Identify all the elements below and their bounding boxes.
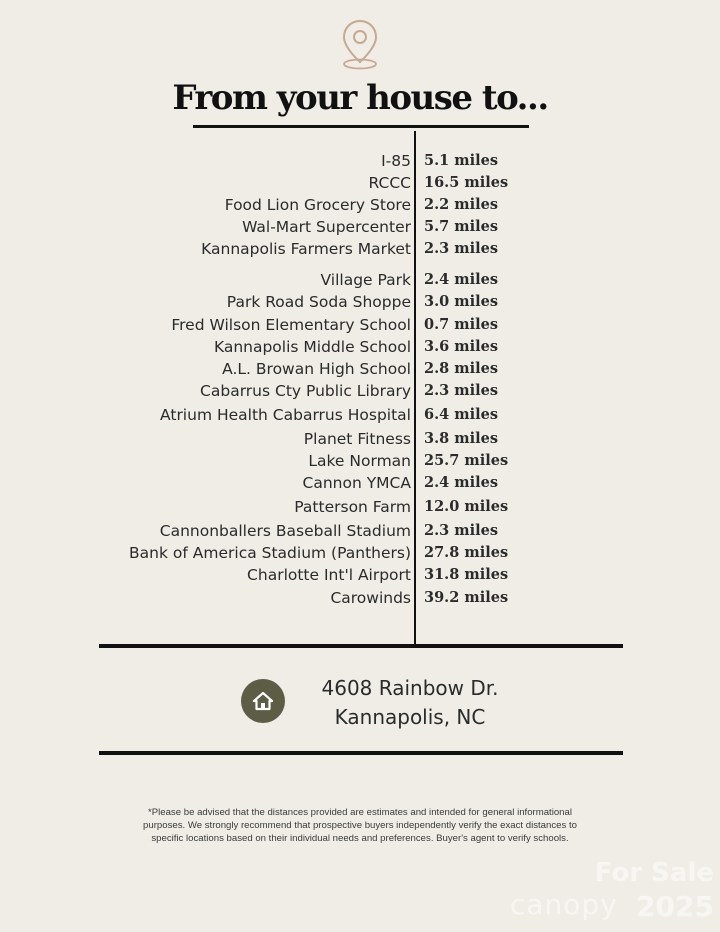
- destination-name: Cannonballers Baseball Stadium: [159, 522, 411, 540]
- destination-distance: 2.3 miles: [424, 382, 499, 399]
- destination-row: [0, 496, 720, 518]
- destination-name: Bank of America Stadium (Panthers): [129, 544, 411, 562]
- destination-distance: 6.4 miles: [424, 406, 499, 423]
- home-icon-badge: [241, 679, 285, 723]
- destination-name: Carowinds: [330, 589, 411, 607]
- destination-name: Wal-Mart Supercenter: [242, 218, 411, 236]
- destination-name: I-85: [381, 152, 411, 170]
- destination-name: Patterson Farm: [294, 498, 411, 516]
- destination-row: [0, 542, 720, 564]
- destination-distance: 2.4 miles: [424, 474, 499, 491]
- destination-name: Planet Fitness: [303, 430, 411, 448]
- destination-distance: 2.3 miles: [424, 522, 499, 539]
- watermark-year: 2025: [636, 890, 714, 923]
- destination-name: Kannapolis Farmers Market: [201, 240, 411, 258]
- destination-row: [0, 216, 720, 238]
- address-street: 4608 Rainbow Dr.: [321, 676, 499, 700]
- destination-row: [0, 520, 720, 542]
- destination-row: [0, 194, 720, 216]
- destination-row: [0, 587, 720, 609]
- top-divider: [99, 644, 623, 648]
- destination-distance: 39.2 miles: [424, 589, 509, 606]
- destination-distance: 5.1 miles: [424, 152, 499, 169]
- bottom-divider: [99, 751, 623, 755]
- destination-row: [0, 564, 720, 586]
- destination-name: Lake Norman: [308, 452, 411, 470]
- destination-row: [0, 380, 720, 402]
- watermark-brand: canopy: [510, 888, 618, 921]
- destination-distance: 27.8 miles: [424, 544, 509, 561]
- address-city: Kannapolis, NC: [334, 705, 486, 729]
- destination-row: [0, 238, 720, 260]
- title-underline: [193, 125, 529, 128]
- destination-name: Cannon YMCA: [302, 474, 411, 492]
- destination-name: Fred Wilson Elementary School: [171, 316, 411, 334]
- destination-distance: 2.8 miles: [424, 360, 499, 377]
- page-title: From your house to...: [172, 78, 548, 118]
- destination-distance: 31.8 miles: [424, 566, 509, 583]
- destination-row: [0, 314, 720, 336]
- location-pin-icon: [340, 18, 380, 72]
- destination-row: [0, 404, 720, 426]
- destination-row: [0, 358, 720, 380]
- destination-row: [0, 450, 720, 472]
- destination-row: [0, 336, 720, 358]
- destination-row: [0, 172, 720, 194]
- destination-row: [0, 150, 720, 172]
- destination-name: A.L. Browan High School: [222, 360, 411, 378]
- destination-row: [0, 291, 720, 313]
- destination-name: Food Lion Grocery Store: [224, 196, 411, 214]
- destination-distance: 3.0 miles: [424, 293, 499, 310]
- destination-distance: 25.7 miles: [424, 452, 509, 469]
- destination-name: Kannapolis Middle School: [213, 338, 411, 356]
- destination-distance: 16.5 miles: [424, 174, 509, 191]
- destination-distance: 2.2 miles: [424, 196, 499, 213]
- destination-distance: 0.7 miles: [424, 316, 499, 333]
- destination-name: Atrium Health Cabarrus Hospital: [160, 406, 411, 424]
- destination-name: Park Road Soda Shoppe: [226, 293, 411, 311]
- destination-row: [0, 472, 720, 494]
- destination-row: [0, 428, 720, 450]
- destination-distance: 2.4 miles: [424, 271, 499, 288]
- watermark-for-sale: For Sale: [594, 858, 714, 888]
- destination-name: RCCC: [368, 174, 411, 192]
- destination-distance: 5.7 miles: [424, 218, 499, 235]
- disclaimer: *Please be advised that the distances provided are estimates and intended for general informational purposes. We strongly recommend that prospective buyers independently verify the exact distances to specific locations based on their individual needs and preferences. Buyer's agent to verify schools.: [143, 807, 577, 844]
- destination-distance: 12.0 miles: [424, 498, 509, 515]
- destination-name: Cabarrus Cty Public Library: [200, 382, 411, 400]
- destination-distance: 3.8 miles: [424, 430, 499, 447]
- destination-row: [0, 269, 720, 291]
- destination-distance: 3.6 miles: [424, 338, 499, 355]
- destination-name: Charlotte Int'l Airport: [247, 566, 411, 584]
- destination-name: Village Park: [320, 271, 411, 289]
- home-icon: [252, 690, 274, 712]
- destination-distance: 2.3 miles: [424, 240, 499, 257]
